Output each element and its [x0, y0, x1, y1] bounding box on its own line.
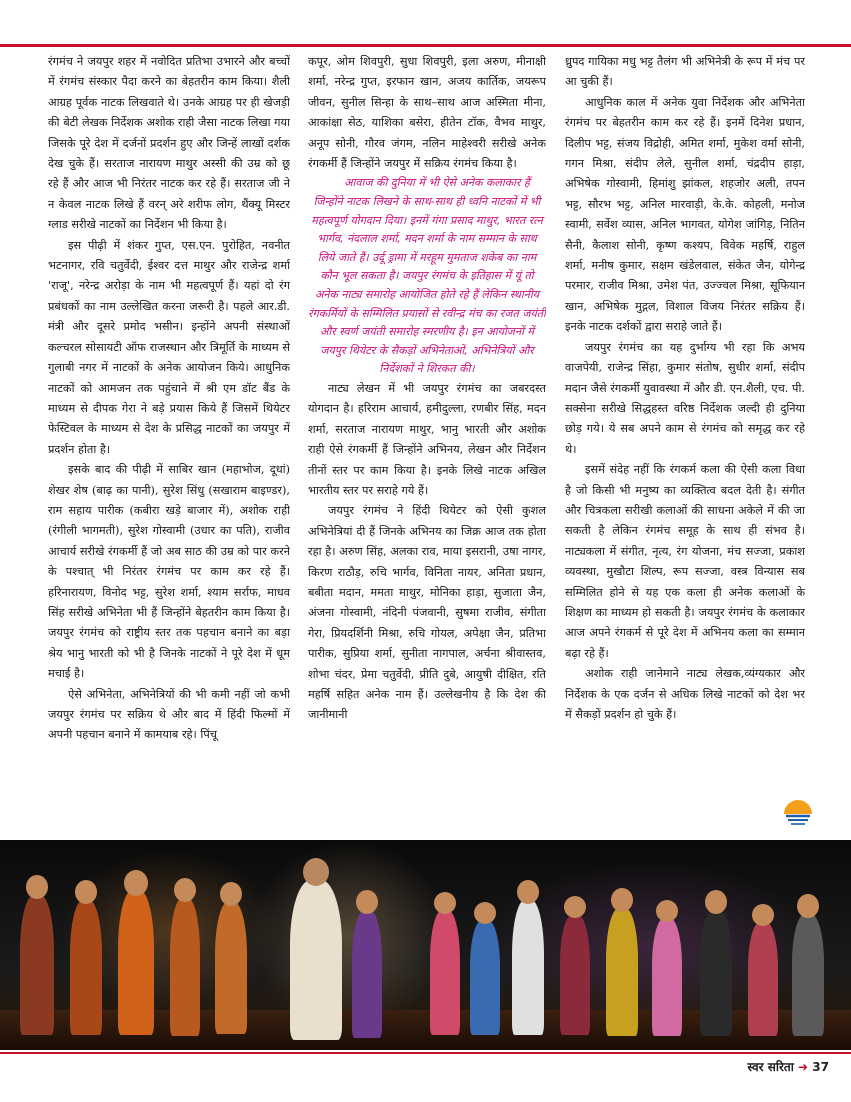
paragraph: रंगमंच ने जयपुर शहर में नवोदित प्रतिभा उभारने और बच्चों में रंगमंच संस्कार पैदा करने का बेहतरीन काम किया। शैली आग्रह पूर्वक नाटक लिखवाते थे। उनके आग्रह पर ही खेजड़ी की बेटी लेखक निर्देशक अशोक राही जैसा नाटक लिखा गया जिसके पूरे देश में दर्जनों प्रदर्शन हुए और जिन्हें लाखों दर्शक देख चुके हैं। सरताज नारायण माथुर अस्सी की उम्र को छू रहे हैं और आज भी निरंतर नाटक कर रहे हैं। सरताज जी ने न केवल नाटक लिखे हैं वरन् अरे शरीफ लोग, थैंक्यू मिस्टर ग्लाड सरीखे नाटकों का निर्देशन भी किया है।	[48, 55, 290, 232]
paragraph: ऐसे अभिनेता, अभिनेत्रियों की भी कमी नहीं जो कभी जयपुर रंगमंच पर सक्रिय थे और बाद में हिंदी फिल्मों में अपनी पहचान बनाने में कामयाब रहे। पिंचू	[48, 687, 290, 742]
article-column-3	[565, 52, 805, 836]
paragraph: ध्रुपद गायिका मधु भट्ट तैलंग भी अभिनेत्री के रूप में मंच पर आ चुकी हैं।	[565, 55, 805, 89]
arrow-icon: ➜	[798, 1060, 809, 1074]
page-footer	[747, 1058, 829, 1075]
bottom-rule	[0, 1052, 851, 1054]
article-column-1	[48, 52, 290, 836]
page-number: 37	[812, 1060, 829, 1074]
paragraph: अशोक राही जानेमाने नाट्य लेखक,व्यंग्यकार और निर्देशक के एक दर्जन से अधिक लिखे नाटकों को देश भर में सैकड़ों प्रदर्शन हो चुके हैं।	[565, 667, 805, 721]
paragraph: इसके बाद की पीढ़ी में साबिर खान (महाभोज, दूधां) शेखर शेष (बाढ़ का पानी), सुरेश सिंधु (सखाराम बाइण्डर), राम सहाय पारीक (कबीरा खड़े बाजार में), अशोक राही (रंगीली भागमती), सुरेश गोस्वामी (उधार का पति), राजीव आचार्य सरीखे रंगकर्मी हैं जो अब साठ की उम्र को पार करने के पश्चात् भी निरंतर रंगमंच पर काम कर रहे हैं। हरिनारायण, विनोद भट्ट, सुरेश शर्मा, श्याम सर्राफ, माधव सिंह सरीखे अभिनेता भी हैं जिन्होंने बेहतरीन काम किया है। जयपुर रंगमंच को राष्ट्रीय स्तर तक पहचान बनाने का बड़ा श्रेय भानु भारती को भी है जिनके नाटकों ने पूरे देश में धूम मचाई है।	[48, 463, 290, 681]
paragraph: इस पीढ़ी में शंकर गुप्त, एस.एन. पुरोहित, नवनीत भटनागर, रवि चतुर्वेदी, ईश्वर दत्त माथुर और राजेन्द्र शर्मा 'राजू', नरेन्द्र अरोड़ा के नाम भी महत्वपूर्ण हैं। यहां दो रंग प्रबंधकों का नाम उल्लेखित करना जरूरी है। पहले आर.डी. मंत्री और दूसरे प्रमोद भसीन। इन्होंने अपनी संस्थाओं कल्चरल सोसायटी ऑफ राजस्थान और त्रिमूर्ति के माध्यम से गुलाबी नगर में नाटकों के अनेक आयोजन किये। आधुनिक नाटकों को आमजन तक पहुंचाने में श्री एम डॉट बैंड के माध्यम से दीपक गेरा ने बड़े प्रयास किये हैं जिसमें थियेटर फेस्टिवल के माध्यम से देश के प्रसिद्ध नाटकों का जयपुर में प्रदर्शन होता है।	[48, 238, 290, 456]
paragraph: आधुनिक काल में अनेक युवा निर्देशक और अभिनेता रंगमंच पर बेहतरीन काम कर रहे हैं। इनमें दिनेश प्रधान, दिलीप भट्ट, संजय विद्रोही, अमित शर्मा, मुकेश वर्मा सोनी, गगन मिश्रा, संदीप लेले, सुनील शर्मा, चंद्रदीप हाड़ा, अभिषेक गोस्वामी, हिमांशु झांकल, शहजोर अली, तपन भट्ट, सौरभ भट्ट, अनिल मारवाड़ी, के.के. कोहली, मनोज स्वामी, सर्वेश व्यास, अनिल भागवत, योगेश जांगिड़, नितिन सैनी, कैलाश सोनी, कृष्ण कश्यप, विवेक महर्षि, राहुल शर्मा, मनीष कुमार, सक्षम खंडेलवाल, संकेत जैन, योगेन्द्र परमार, राजीव मिश्रा, उमेश पंत, उज्ज्वल मिश्रा, सूफियान खान, अभिषेक मुद्गल, विशाल विजय निरंतर सक्रिय हैं। इनके नाटक दर्शकों द्वारा सराहे जाते हैं।	[565, 95, 805, 334]
paragraph: कपूर, ओम शिवपुरी, सुधा शिवपुरी, इला अरुण, मीनाक्षी शर्मा, नरेन्द्र गुप्त, इरफान खान, अजय कार्तिक, जयरूप जीवन, सुनील सिन्हा के साथ–साथ आज अस्मिता मीना, आकांक्षा सेठ, याशिका बसेरा, हीतेन टॉक, वैभव माथुर, अनूप सोनी, गौरव जंगम, नलिन माहेश्वरी सरीखे अनेक रंगकर्मी हैं जिन्होंने जयपुर में सक्रिय रंगमंच किया है।	[308, 55, 546, 171]
paragraph: जयपुर रंगमंच ने हिंदी थियेटर को ऐसी कुशल अभिनेत्रियां दी हैं जिनके अभिनय का जिक्र आज तक होता रहा है। अरुण सिंह, अलका राव, माया इसरानी, उषा नागर, किरण राठौड़, रुचि भार्गव, विनिता नायर, अनिता प्रधान, बबीता मदान, ममता माथुर, मोनिका हाड़ा, सुजाता जैन, अंजना गोस्वामी, नंदिनी पंजवानी, सुषमा राजीव, संगीता गेरा, प्रियदर्शिनी मिश्रा, रुचि गोयल, अपेक्षा जैन, प्रतिभा पारीक, सुप्रिया शर्मा, सुनीता नागपाल, अर्चना श्रीवास्तव, शोभा चंदर, प्रेमा चतुर्वेदी, प्रीति दुबे, आयुषी दीक्षित, रति महर्षि सहित अनेक नाम हैं। उल्लेखनीय है कि देश की जानीमानी	[308, 504, 546, 722]
paragraph: जयपुर रंगमंच का यह दुर्भाग्य भी रहा कि अभय वाजपेयी, राजेन्द्र सिंहा, कुमार संतोष, सुधीर शर्मा, संदीप मदान जैसे रंगकर्मी युवावस्था में और डी. एन.शैली, एच. पी. सक्सेना सरीखे सिद्धहस्त वरिष्ठ निर्देशक जल्दी ही दुनिया छोड़ गये। ये सब अपने काम से रंगमंच को समृद्ध कर रहे थे।	[565, 340, 805, 456]
magazine-name: स्वर सरिता	[747, 1060, 794, 1074]
paragraph: नाट्य लेखन में भी जयपुर रंगमंच का जबरदस्त योगदान है। हरिराम आचार्य, हमीदुल्ला, रणबीर सिंह, मदन शर्मा, सरताज नारायण माथुर, भानु भारती और अशोक राही ऐसे रंगकर्मी हैं जिन्होंने अभिनय, लेखन और निर्देशन तीनों स्तर पर काम किया है। इनके लिखे नाटक अखिल भारतीय स्तर पर सराहे गये हैं।	[308, 381, 546, 497]
theatre-performance-photo	[0, 840, 851, 1050]
pull-quote: आवाज की दुनिया में भी ऐसे अनेक कलाकार हैं जिन्होंने नाटक लिखने के साथ-साथ ही ध्वनि नाटकों में भी महत्वपूर्ण योगदान दिया। इनमें गंगा प्रसाद माथुर, भारत रत्न भार्गव, नंदलाल शर्मा, मदन शर्मा के नाम सम्मान के साथ लिये जाते हैं। उर्दू ड्रामा में मरहूम मुमताज शकेब का नाम कौन भूल सकता है। जयपुर रंगमंच के इतिहास में यूं तो अनेक नाट्य समारोह आयोजित होते रहे हैं लेकिन स्थानीय रंगकर्मियों के सम्मिलित प्रयासों से रवीन्द्र मंच का रजत जयंती और स्वर्ण जयंती समारोह स्मरणीय है। इन आयोजनों में जयपुर थियेटर के सैकड़ों अभिनेताओं, अभिनेत्रियों और निर्देशकों ने शिरकत की।	[308, 176, 546, 376]
top-rule	[0, 44, 851, 47]
paragraph: इसमें संदेह नहीं कि रंगकर्म कला की ऐसी कला विधा है जो किसी भी मनुष्य का व्यक्तित्व बदल देती है। संगीत और चित्रकला सरीखी कलाओं की साधना अकेले में की जा सकती है लेकिन रंगमंच समूह के साथ ही संभव है। नाट्यकला में संगीत, नृत्य, रंग योजना, मंच सज्जा, प्रकाश व्यवस्था, मुखौटा शिल्प, रूप सज्जा, वस्त्र विन्यास सब सम्मिलित होने से यह एक कला ही अनेक कलाओं के शिक्षण का माध्यम हो सकती है। जयपुर रंगमंच के कलाकार आज अपने रंगकर्म से पूरे देश में अभिनय कला का सम्मान बढ़ा रहे हैं।	[565, 463, 805, 660]
sunrise-logo-icon	[778, 790, 818, 830]
article-column-2	[308, 52, 546, 836]
